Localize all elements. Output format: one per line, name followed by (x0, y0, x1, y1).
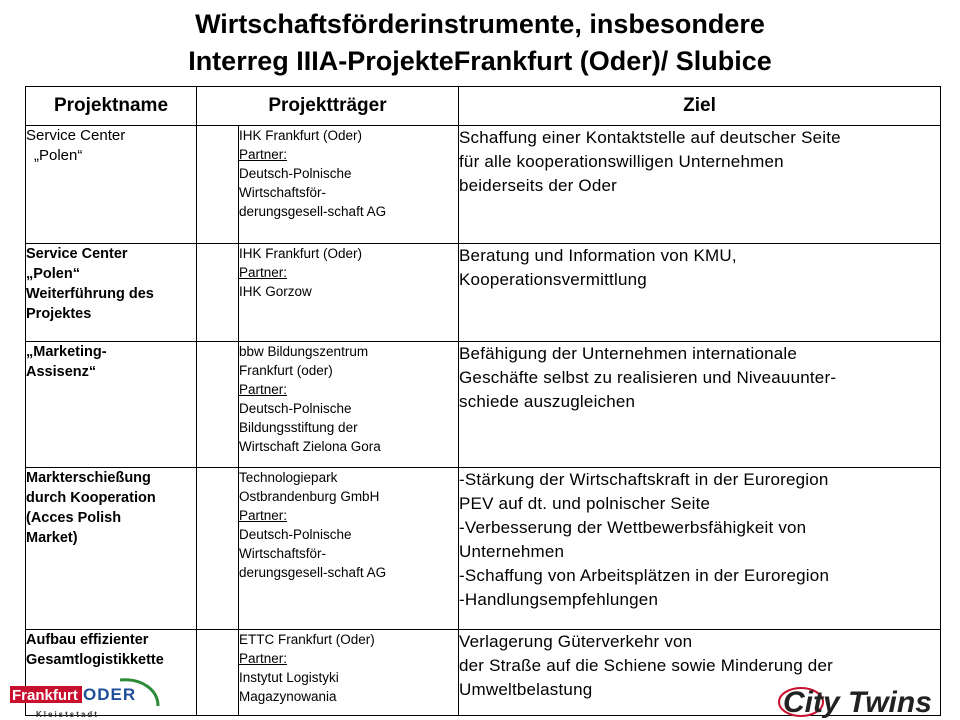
title-line-1: Wirtschaftsförderinstrumente, insbesondere (195, 9, 765, 39)
table-row (26, 126, 941, 244)
project-sponsor-cell: IHK Frankfurt (Oder) Partner: Deutsch-Polnische Wirtschaftsför- derungsgesell-schaft AG (239, 126, 459, 244)
table-row (26, 342, 941, 468)
project-goal-cell: -Stärkung der Wirtschaftskraft in der Euroregion PEV auf dt. und polnischer Seite -Verbesserung der Wettbewerbsfähigkeit von Unternehmen -Schaffung von Arbeitsplätzen in der Euroregion -Handlungsempfehlungen (459, 468, 941, 630)
project-sponsor-cell: IHK Frankfurt (Oder) Partner: IHK Gorzow (239, 244, 459, 342)
logo-frankfurt-text: Frankfurt (12, 687, 78, 704)
project-name-cell: Service Center „Polen“ Weiterführung des Projektes (26, 244, 197, 342)
title-line-2: Interreg IIIA-ProjekteFrankfurt (Oder)/ Slubice (188, 46, 772, 76)
logo-city-twins-text: City Twins (783, 686, 932, 719)
logo-oder-text: ODER (83, 685, 137, 704)
project-goal-cell: Beratung und Information von KMU, Kooperationsvermittlung (459, 244, 941, 342)
header-projekttraeger: Projektträger (197, 87, 459, 126)
project-name-cell: Markterschießung durch Kooperation (Acces Polish Market) (26, 468, 197, 630)
table-row (26, 244, 941, 342)
project-name-cell: „Marketing- Assisenz“ (26, 342, 197, 468)
city-twins-logo (775, 676, 935, 720)
header-projektname: Projektname (26, 87, 197, 126)
project-goal-cell: Verlagerung Güterverkehr von der Straße auf die Schiene sowie Minderung der Umweltbelastung (459, 630, 941, 716)
table-row (26, 468, 941, 630)
project-goal-cell: Befähigung der Unternehmen internationale Geschäfte selbst zu realisieren und Niveauunter- schiede auszugleichen (459, 342, 941, 468)
project-sponsor-cell: bbw Bildungszentrum Frankfurt (oder) Partner: Deutsch-Polnische Bildungsstiftung der Wirtschaft Zielona Gora (239, 342, 459, 468)
project-name-cell: Aufbau effizienter Gesamtlogistikkette (26, 630, 197, 716)
logo-kleiststadt-text: Kleiststadt (36, 710, 99, 719)
header-ziel: Ziel (459, 87, 941, 126)
project-name-cell: Service Center „Polen“ (26, 126, 197, 244)
project-sponsor-cell: ETTC Frankfurt (Oder) Partner: Instytut Logistyki Magazynowania (239, 630, 459, 716)
page-title (0, 6, 960, 80)
project-sponsor-cell: Technologiepark Ostbrandenburg GmbH Partner: Deutsch-Polnische Wirtschaftsför- derungsgesell-schaft AG (239, 468, 459, 630)
table-header-row (26, 87, 941, 126)
project-goal-cell: Schaffung einer Kontaktstelle auf deutscher Seite für alle kooperationswilligen Unternehmen beiderseits der Oder (459, 126, 941, 244)
projects-table (25, 86, 941, 716)
frankfurt-oder-logo (2, 672, 162, 720)
